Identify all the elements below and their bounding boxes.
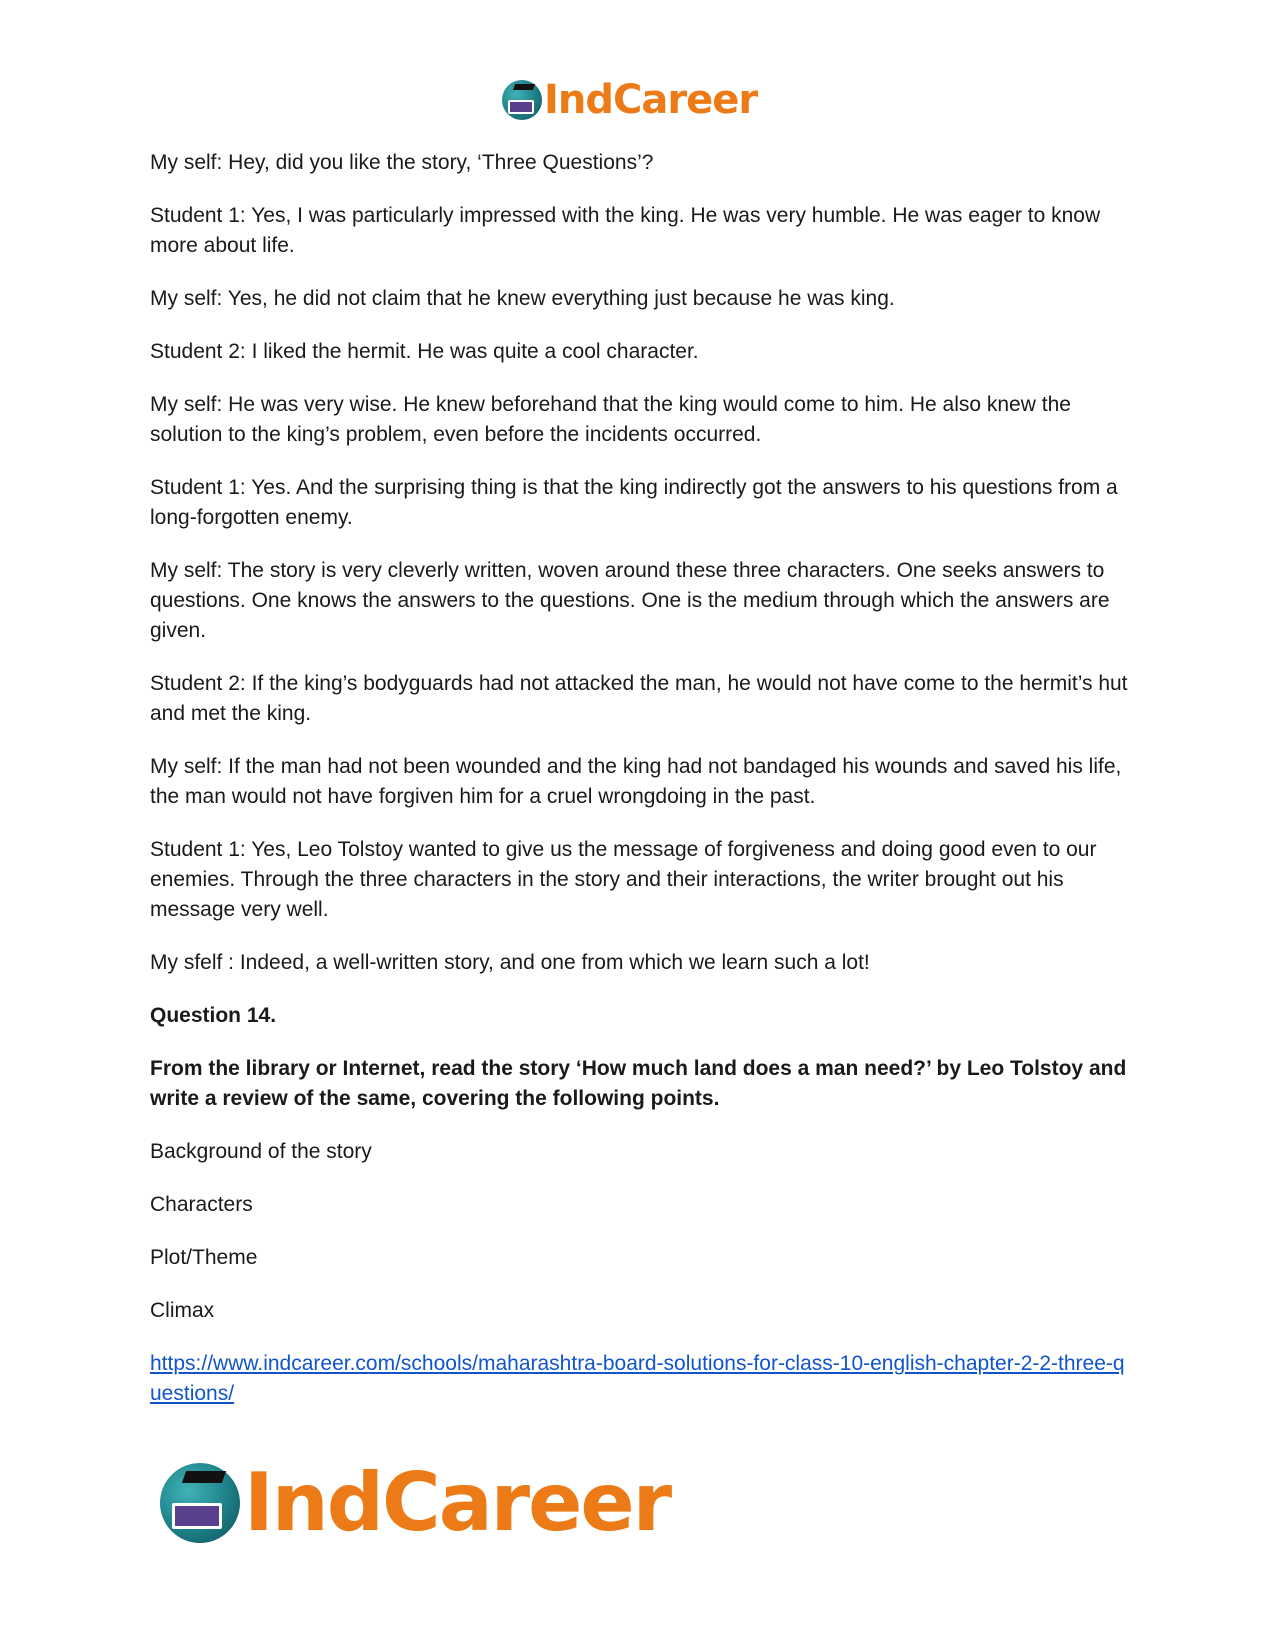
logo-mark-icon	[502, 80, 542, 120]
dialogue-line-11: My sfelf : Indeed, a well-written story, and one from which we learn such a lot!	[150, 951, 870, 974]
logo-mark-icon	[160, 1463, 240, 1543]
dialogue-line-9: My self: If the man had not been wounded and the king had not bandaged his wounds and saved his life, the man would not have forgiven him for a cruel wrongdoing in the past.	[150, 755, 1122, 808]
dialogue-line-3: My self: Yes, he did not claim that he knew everything just because he was king.	[150, 287, 895, 310]
review-point-climax: Climax	[150, 1299, 215, 1322]
document-body	[150, 148, 1130, 1432]
dialogue-line-10: Student 1: Yes, Leo Tolstoy wanted to give us the message of forgiveness and doing good even to our enemies. Through the three characters in the story and their interactions, the writer brought out his message very well.	[150, 838, 1097, 921]
footer-logo-text: IndCareer	[244, 1456, 671, 1549]
review-point-plot: Plot/Theme	[150, 1246, 258, 1269]
question-prompt: From the library or Internet, read the story ‘How much land does a man need?’ by Leo Tolstoy and write a review of the same, covering the following points.	[150, 1057, 1127, 1110]
dialogue-line-1: My self: Hey, did you like the story, ‘Three Questions’?	[150, 151, 654, 174]
header-logo-text: IndCareer	[544, 77, 758, 123]
dialogue-line-6: Student 1: Yes. And the surprising thing is that the king indirectly got the answers to his questions from a long-forgotten enemy.	[150, 476, 1118, 529]
header-logo	[502, 77, 758, 123]
dialogue-line-2: Student 1: Yes, I was particularly impressed with the king. He was very humble. He was eager to know more about life.	[150, 204, 1101, 257]
question-heading: Question 14.	[150, 1004, 277, 1027]
review-point-characters: Characters	[150, 1193, 253, 1216]
footer-logo	[160, 1456, 671, 1549]
review-point-background: Background of the story	[150, 1140, 372, 1163]
dialogue-line-5: My self: He was very wise. He knew beforehand that the king would come to him. He also knew the solution to the king’s problem, even before the incidents occurred.	[150, 393, 1071, 446]
source-link[interactable]: https://www.indcareer.com/schools/maharashtra-board-solutions-for-class-10-english-chapter-2-2-three-questions/	[150, 1352, 1125, 1405]
dialogue-line-8: Student 2: If the king’s bodyguards had not attacked the man, he would not have come to the hermit’s hut and met the king.	[150, 672, 1128, 725]
dialogue-line-4: Student 2: I liked the hermit. He was quite a cool character.	[150, 340, 699, 363]
dialogue-line-7: My self: The story is very cleverly written, woven around these three characters. One seeks answers to questions. One knows the answers to the questions. One is the medium through which the answers are given.	[150, 559, 1110, 642]
